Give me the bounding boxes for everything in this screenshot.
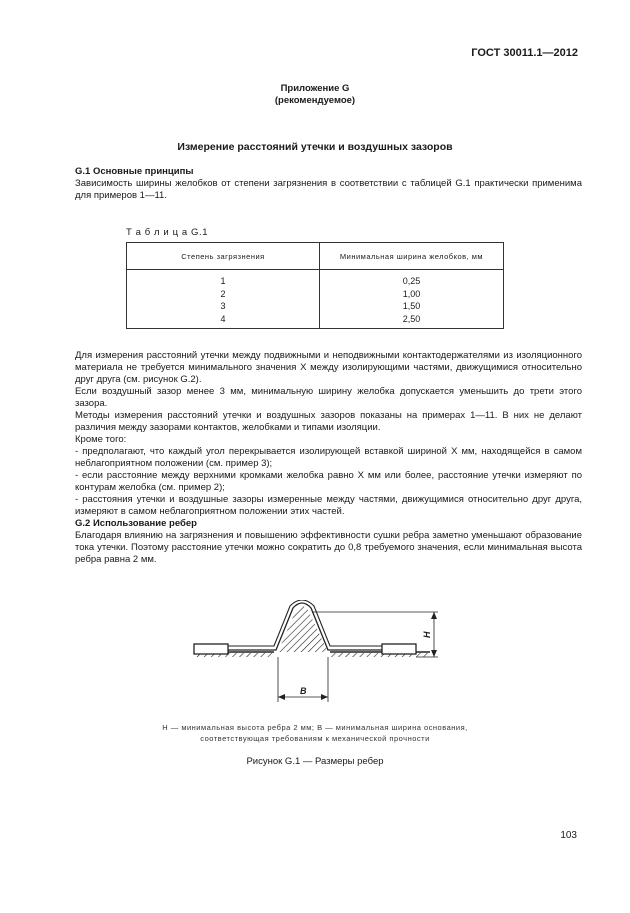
annex-heading <box>0 83 630 107</box>
annex-title: Приложение G <box>280 83 350 94</box>
rib-body <box>278 606 328 652</box>
paragraph: Методы измерения расстояний утечки и воздушных зазоров показаны на примерах 1—11. В них не делают различия между зазорами контактов, желобками и типами изоляции. <box>75 410 582 433</box>
table-cell: 3 <box>127 300 320 313</box>
annex-subtitle: (рекомендуемое) <box>274 95 356 106</box>
figure-caption: Рисунок G.1 — Размеры ребер <box>246 756 384 767</box>
left-insert <box>194 644 228 654</box>
paragraph: Если воздушный зазор менее 3 мм, минимальную ширину желобка допускается уменьшить до трети этого зазора. <box>75 386 582 409</box>
standard-header: ГОСТ 30011.1—2012 <box>471 47 578 59</box>
section-g2-heading: G.2 Использование ребер <box>75 518 197 529</box>
table-cell: 2,50 <box>320 313 504 329</box>
table-cell: 1 <box>127 270 320 288</box>
table-cell: 0,25 <box>320 270 504 288</box>
paragraph: Для измерения расстояний утечки между подвижными и неподвижными контактодержателями из изоляционного материала не требуется минимального значения X между изолирующими частями, движущимися относительно друг друга (см. рисунок G.2). <box>75 350 582 385</box>
table-cell: 1,50 <box>320 300 504 313</box>
table-cell: 4 <box>127 313 320 329</box>
table-row <box>127 288 504 301</box>
paragraph: - расстояния утечки и воздушные зазоры измеренные между частями, движущимися относительно друг друга, измеряют в самом неблагоприятном положении этих частей. <box>75 494 582 517</box>
table-cell: 1,00 <box>320 288 504 301</box>
table-row <box>127 313 504 329</box>
pollution-table <box>126 242 504 329</box>
paragraph: Кроме того: <box>75 434 127 445</box>
table-caption: Т а б л и ц а G.1 <box>126 227 209 238</box>
figure-legend <box>0 722 630 744</box>
label-b: B <box>300 686 307 696</box>
legend-line: соответствующая требованиям к механической прочности <box>200 734 430 743</box>
table-row <box>127 270 504 288</box>
page-number: 103 <box>560 830 577 841</box>
section-g1-heading: G.1 Основные принципы <box>75 166 194 177</box>
rib-figure <box>190 600 450 710</box>
paragraph: - если расстояние между верхними кромками желобка равно X мм или более, расстояние утечки измеряют по контурам желобка (см. пример 2); <box>75 470 582 493</box>
paragraph: - предполагают, что каждый угол перекрывается изолирующей вставкой шириной X мм, находящейся в самом неблагоприятном положении (см. пример 3); <box>75 446 582 469</box>
right-insert <box>382 644 416 654</box>
label-h: H <box>422 631 432 638</box>
legend-line: H — минимальная высота ребра 2 мм; B — минимальная ширина основания, <box>162 723 468 732</box>
table-header-pollution: Степень загрязнения <box>127 243 320 270</box>
main-title: Измерение расстояний утечки и воздушных зазоров <box>177 141 453 153</box>
section-g2-paragraph: Благодаря влиянию на загрязнения и повышению эффективности сушки ребра заметно уменьшают образование тока утечки. Поэтому расстояние утечки можно сократить до 0,8 требуемого значения, если минимальная высота ребра равна 2 мм. <box>75 530 582 565</box>
section-g1 <box>75 166 582 202</box>
body-text <box>75 350 582 566</box>
table-cell: 2 <box>127 288 320 301</box>
section-g1-paragraph: Зависимость ширины желобков от степени загрязнения в соответствии с таблицей G.1 практически применима для примеров 1—11. <box>75 178 582 201</box>
table-header-width: Минимальная ширина желобков, мм <box>320 243 504 270</box>
table-row <box>127 300 504 313</box>
